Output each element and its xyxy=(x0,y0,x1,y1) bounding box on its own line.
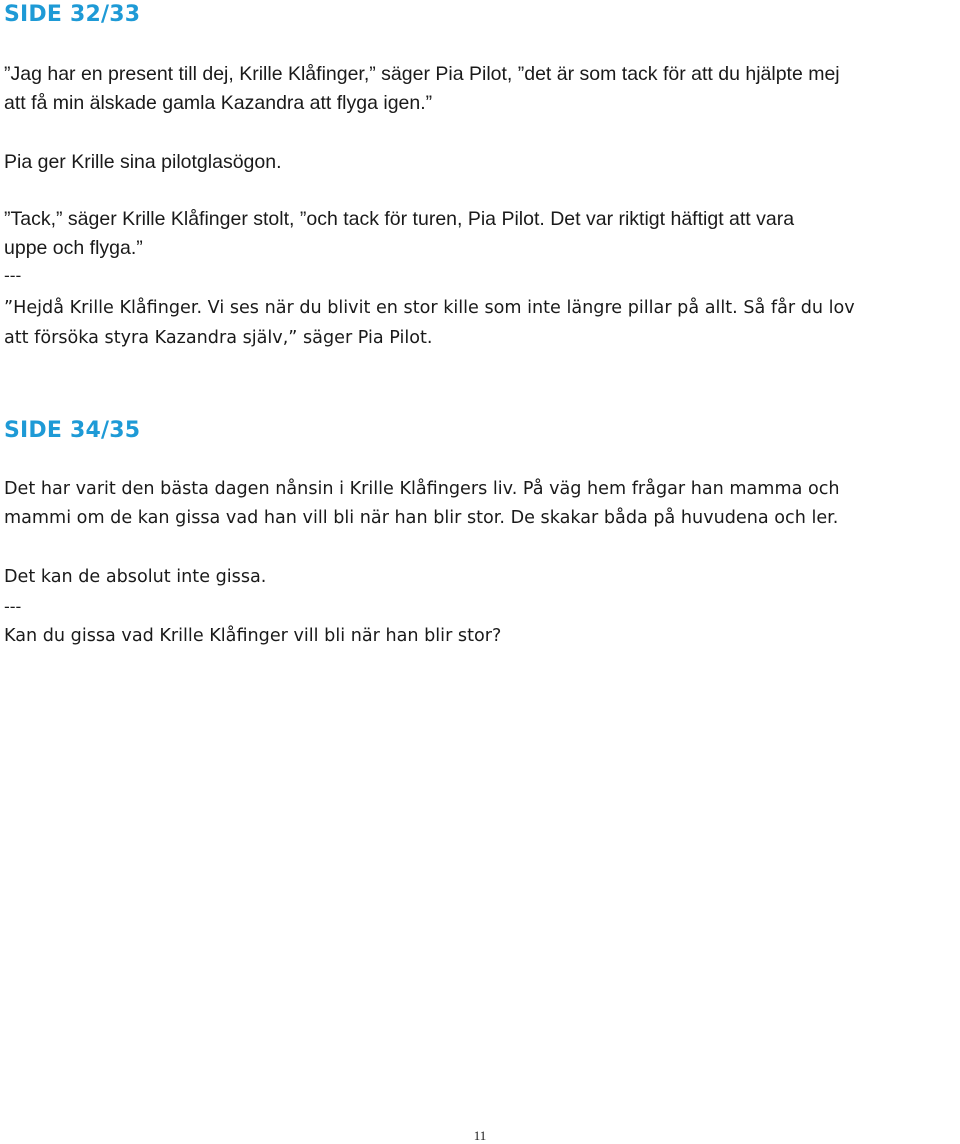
paragraph-line: Pia ger Krille sina pilotglasögon. xyxy=(4,151,282,173)
paragraph-line: ”Tack,” säger Krille Klåfinger stolt, ”och tack för turen, Pia Pilot. Det var riktigt häftigt att vara xyxy=(4,208,795,230)
section-heading-32-33: SIDE 32/33 xyxy=(4,2,141,27)
paragraph-line: uppe och flyga.” xyxy=(4,237,143,259)
paragraph-line: att få min älskade gamla Kazandra att flyga igen.” xyxy=(4,92,433,114)
paragraph-line: ”Jag har en present till dej, Krille Klåfinger,” säger Pia Pilot, ”det är som tack för att du hjälpte mej xyxy=(4,63,840,85)
paragraph-line: Det kan de absolut inte gissa. xyxy=(4,567,267,587)
paragraph-line: mammi om de kan gissa vad han vill bli när han blir stor. De skakar båda på huvudena och ler. xyxy=(4,508,839,528)
page-number: 11 xyxy=(473,1128,487,1143)
separator: --- xyxy=(4,266,22,285)
paragraph-line: Kan du gissa vad Krille Klåfinger vill bli när han blir stor? xyxy=(4,626,502,646)
paragraph-line: att försöka styra Kazandra själv,” säger Pia Pilot. xyxy=(4,328,433,348)
section-heading-34-35: SIDE 34/35 xyxy=(4,418,141,443)
paragraph-line: ”Hejdå Krille Klåfinger. Vi ses när du blivit en stor kille som inte längre pillar på allt. Så får du lov xyxy=(4,298,855,318)
paragraph-line: Det har varit den bästa dagen nånsin i Krille Klåfingers liv. På väg hem frågar han mamma och xyxy=(4,479,840,499)
separator: --- xyxy=(4,597,22,616)
